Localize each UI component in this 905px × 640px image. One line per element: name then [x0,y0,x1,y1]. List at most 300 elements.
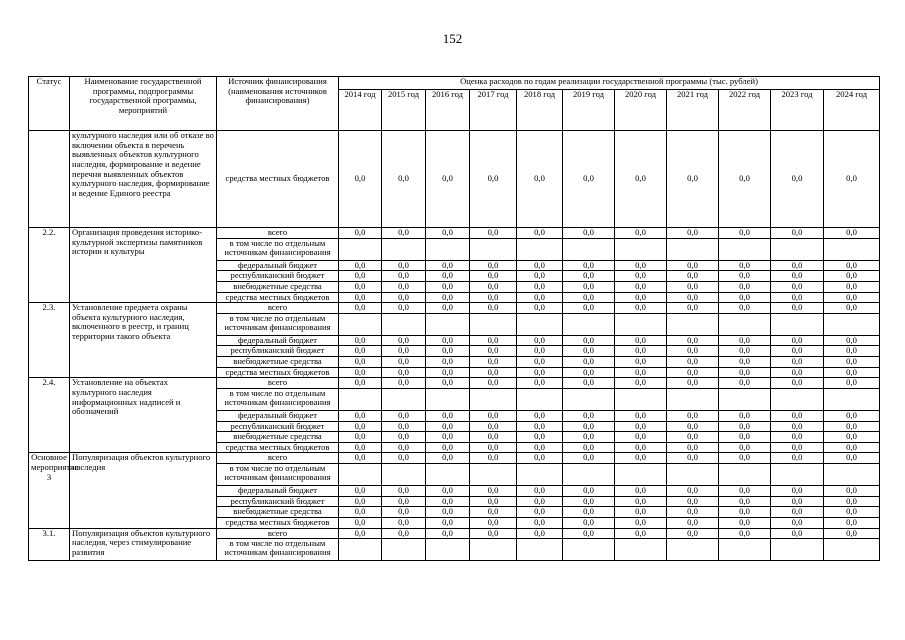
value-cell: 0,0 [470,281,517,292]
status-cell: 2.4. [29,378,70,453]
value-cell: 0,0 [382,528,426,539]
value-cell: 0,0 [339,346,382,357]
value-cell: 0,0 [382,281,426,292]
value-cell: 0,0 [426,367,470,378]
value-cell: 0,0 [824,271,880,282]
value-cell: 0,0 [517,131,563,228]
value-cell: 0,0 [563,260,615,271]
empty-cell [719,388,771,410]
value-cell: 0,0 [426,528,470,539]
value-cell: 0,0 [426,486,470,497]
funding-source: республиканский бюджет [217,421,339,432]
value-cell: 0,0 [382,486,426,497]
value-cell: 0,0 [382,367,426,378]
value-cell: 0,0 [719,442,771,453]
value-cell: 0,0 [382,346,426,357]
value-cell: 0,0 [719,346,771,357]
value-cell: 0,0 [667,432,719,443]
value-cell: 0,0 [563,271,615,282]
value-cell: 0,0 [470,453,517,464]
value-cell: 0,0 [426,496,470,507]
funding-source: внебюджетные средства [217,432,339,443]
table-row [29,131,880,228]
funding-source: федеральный бюджет [217,260,339,271]
value-cell: 0,0 [426,346,470,357]
value-cell: 0,0 [615,292,667,303]
empty-cell [426,238,470,260]
empty-cell [771,464,824,486]
value-cell: 0,0 [339,496,382,507]
value-cell: 0,0 [339,486,382,497]
header-status: Статус [29,77,70,131]
value-cell: 0,0 [719,378,771,389]
value-cell: 0,0 [382,432,426,443]
value-cell: 0,0 [771,432,824,443]
empty-cell [382,539,426,561]
value-cell: 0,0 [719,453,771,464]
value-cell: 0,0 [771,131,824,228]
empty-cell [615,238,667,260]
empty-cell [771,238,824,260]
value-cell: 0,0 [517,303,563,314]
empty-cell [339,539,382,561]
value-cell: 0,0 [771,421,824,432]
value-cell: 0,0 [667,303,719,314]
empty-cell [563,238,615,260]
value-cell: 0,0 [824,517,880,528]
value-cell: 0,0 [339,528,382,539]
value-cell: 0,0 [426,335,470,346]
value-cell: 0,0 [426,421,470,432]
value-cell: 0,0 [719,357,771,368]
value-cell: 0,0 [771,357,824,368]
value-cell: 0,0 [824,442,880,453]
funding-source: федеральный бюджет [217,486,339,497]
table-row [29,228,880,239]
value-cell: 0,0 [382,357,426,368]
value-cell: 0,0 [719,260,771,271]
value-cell: 0,0 [771,346,824,357]
value-cell: 0,0 [667,367,719,378]
value-cell: 0,0 [426,507,470,518]
value-cell: 0,0 [667,346,719,357]
empty-cell [667,313,719,335]
empty-cell [771,388,824,410]
value-cell: 0,0 [667,260,719,271]
value-cell: 0,0 [426,357,470,368]
value-cell: 0,0 [615,357,667,368]
empty-cell [470,313,517,335]
value-cell: 0,0 [771,292,824,303]
funding-source: федеральный бюджет [217,410,339,421]
value-cell: 0,0 [824,260,880,271]
value-cell: 0,0 [517,378,563,389]
value-cell: 0,0 [517,507,563,518]
empty-cell [667,464,719,486]
value-cell: 0,0 [615,442,667,453]
value-cell: 0,0 [615,453,667,464]
empty-cell [771,313,824,335]
value-cell: 0,0 [667,292,719,303]
value-cell: 0,0 [382,228,426,239]
value-cell: 0,0 [339,378,382,389]
status-cell: 3.1. [29,528,70,561]
measure-name: Популяризация объектов культурного наследия [70,453,217,528]
value-cell: 0,0 [339,228,382,239]
table-row [29,528,880,539]
value-cell: 0,0 [382,303,426,314]
value-cell: 0,0 [470,367,517,378]
empty-cell [470,238,517,260]
empty-cell [339,238,382,260]
value-cell: 0,0 [563,453,615,464]
value-cell: 0,0 [615,303,667,314]
value-cell: 0,0 [517,528,563,539]
value-cell: 0,0 [470,410,517,421]
value-cell: 0,0 [339,517,382,528]
value-cell: 0,0 [563,496,615,507]
value-cell: 0,0 [426,378,470,389]
value-cell: 0,0 [339,292,382,303]
value-cell: 0,0 [382,271,426,282]
value-cell: 0,0 [719,303,771,314]
value-cell: 0,0 [615,378,667,389]
value-cell: 0,0 [563,228,615,239]
measure-name: культурного наследия или об отказе во включении объекта в перечень выявленных объектов культурного наследия, формирование и ведение перечня выявленных объектов культурного наследия, формирование и ведение Единого реестра [70,131,217,228]
value-cell: 0,0 [426,292,470,303]
page-number: 152 [442,31,463,46]
value-cell: 0,0 [339,432,382,443]
value-cell: 0,0 [470,346,517,357]
value-cell: 0,0 [470,271,517,282]
value-cell: 0,0 [470,432,517,443]
value-cell: 0,0 [426,410,470,421]
empty-cell [563,539,615,561]
header-year: 2022 год [719,90,771,131]
value-cell: 0,0 [667,228,719,239]
empty-cell [382,388,426,410]
value-cell: 0,0 [563,432,615,443]
empty-cell [824,238,880,260]
value-cell: 0,0 [667,378,719,389]
empty-cell [615,313,667,335]
value-cell: 0,0 [517,335,563,346]
value-cell: 0,0 [382,421,426,432]
value-cell: 0,0 [339,442,382,453]
funding-source: федеральный бюджет [217,335,339,346]
value-cell: 0,0 [771,378,824,389]
empty-cell [339,464,382,486]
empty-cell [719,313,771,335]
value-cell: 0,0 [824,303,880,314]
empty-cell [615,539,667,561]
value-cell: 0,0 [517,357,563,368]
value-cell: 0,0 [517,260,563,271]
empty-cell [517,313,563,335]
funding-source: средства местных бюджетов [217,442,339,453]
value-cell: 0,0 [771,335,824,346]
value-cell: 0,0 [426,271,470,282]
empty-cell [339,313,382,335]
value-cell: 0,0 [667,410,719,421]
value-cell: 0,0 [824,281,880,292]
empty-cell [563,313,615,335]
value-cell: 0,0 [426,131,470,228]
value-cell: 0,0 [517,432,563,443]
value-cell: 0,0 [824,346,880,357]
funding-source: средства местных бюджетов [217,367,339,378]
header-estimate: Оценка расходов по годам реализации государственной программы (тыс. рублей) [339,77,880,90]
value-cell: 0,0 [771,496,824,507]
value-cell: 0,0 [470,260,517,271]
empty-cell [470,464,517,486]
value-cell: 0,0 [339,357,382,368]
empty-cell [470,388,517,410]
value-cell: 0,0 [470,421,517,432]
value-cell: 0,0 [382,131,426,228]
funding-source: средства местных бюджетов [217,292,339,303]
value-cell: 0,0 [426,442,470,453]
value-cell: 0,0 [517,517,563,528]
value-cell: 0,0 [824,410,880,421]
empty-cell [563,464,615,486]
value-cell: 0,0 [719,292,771,303]
table-row [29,453,880,464]
value-cell: 0,0 [824,432,880,443]
value-cell: 0,0 [771,453,824,464]
value-cell: 0,0 [615,335,667,346]
value-cell: 0,0 [339,131,382,228]
value-cell: 0,0 [563,421,615,432]
value-cell: 0,0 [382,507,426,518]
value-cell: 0,0 [667,517,719,528]
funding-source: средства местных бюджетов [217,517,339,528]
value-cell: 0,0 [719,486,771,497]
value-cell: 0,0 [426,281,470,292]
value-cell: 0,0 [339,281,382,292]
empty-cell [667,388,719,410]
header-year: 2021 год [667,90,719,131]
value-cell: 0,0 [426,432,470,443]
value-cell: 0,0 [771,486,824,497]
funding-source: внебюджетные средства [217,507,339,518]
value-cell: 0,0 [426,517,470,528]
value-cell: 0,0 [563,410,615,421]
value-cell: 0,0 [771,367,824,378]
value-cell: 0,0 [563,367,615,378]
value-cell: 0,0 [339,303,382,314]
table-row [29,303,880,314]
value-cell: 0,0 [470,496,517,507]
funding-source: всего [217,528,339,539]
value-cell: 0,0 [426,303,470,314]
value-cell: 0,0 [824,131,880,228]
funding-source: всего [217,303,339,314]
value-cell: 0,0 [563,486,615,497]
empty-cell [426,464,470,486]
header-source: Источник финансирования (наименования источников финансирования) [217,77,339,131]
value-cell: 0,0 [470,131,517,228]
value-cell: 0,0 [517,486,563,497]
header-name: Наименование государственной программы, подпрограммы государственной программы, мероприятий [70,77,217,131]
funding-source: республиканский бюджет [217,346,339,357]
value-cell: 0,0 [615,507,667,518]
value-cell: 0,0 [771,260,824,271]
value-cell: 0,0 [615,281,667,292]
value-cell: 0,0 [824,335,880,346]
empty-cell [382,238,426,260]
funding-source: в том числе по отдельным источникам финансирования [217,464,339,486]
value-cell: 0,0 [382,292,426,303]
value-cell: 0,0 [615,486,667,497]
header-year: 2018 год [517,90,563,131]
value-cell: 0,0 [517,367,563,378]
value-cell: 0,0 [719,131,771,228]
value-cell: 0,0 [382,378,426,389]
value-cell: 0,0 [615,228,667,239]
value-cell: 0,0 [339,260,382,271]
value-cell: 0,0 [470,517,517,528]
value-cell: 0,0 [517,292,563,303]
value-cell: 0,0 [382,496,426,507]
value-cell: 0,0 [339,453,382,464]
value-cell: 0,0 [563,335,615,346]
empty-cell [426,539,470,561]
status-cell: 2.2. [29,228,70,303]
funding-source: всего [217,228,339,239]
value-cell: 0,0 [382,410,426,421]
value-cell: 0,0 [563,528,615,539]
value-cell: 0,0 [771,517,824,528]
value-cell: 0,0 [719,507,771,518]
value-cell: 0,0 [771,271,824,282]
value-cell: 0,0 [771,410,824,421]
funding-source: в том числе по отдельным источникам финансирования [217,313,339,335]
status-cell: 2.3. [29,303,70,378]
funding-source: внебюджетные средства [217,281,339,292]
value-cell: 0,0 [470,528,517,539]
value-cell: 0,0 [426,228,470,239]
value-cell: 0,0 [517,410,563,421]
value-cell: 0,0 [667,528,719,539]
value-cell: 0,0 [563,292,615,303]
value-cell: 0,0 [615,346,667,357]
value-cell: 0,0 [382,335,426,346]
value-cell: 0,0 [719,228,771,239]
funding-source: республиканский бюджет [217,271,339,282]
value-cell: 0,0 [771,303,824,314]
value-cell: 0,0 [667,271,719,282]
empty-cell [615,464,667,486]
empty-cell [517,388,563,410]
value-cell: 0,0 [667,131,719,228]
value-cell: 0,0 [667,421,719,432]
value-cell: 0,0 [470,442,517,453]
value-cell: 0,0 [615,410,667,421]
value-cell: 0,0 [615,367,667,378]
header-year: 2019 год [563,90,615,131]
value-cell: 0,0 [563,281,615,292]
value-cell: 0,0 [824,367,880,378]
empty-cell [824,539,880,561]
header-year: 2024 год [824,90,880,131]
empty-cell [719,464,771,486]
value-cell: 0,0 [771,281,824,292]
value-cell: 0,0 [563,357,615,368]
value-cell: 0,0 [824,453,880,464]
header-year: 2023 год [771,90,824,131]
empty-cell [470,539,517,561]
value-cell: 0,0 [563,303,615,314]
value-cell: 0,0 [339,421,382,432]
value-cell: 0,0 [470,507,517,518]
header-year: 2015 год [382,90,426,131]
funding-source: всего [217,378,339,389]
value-cell: 0,0 [824,228,880,239]
value-cell: 0,0 [824,292,880,303]
empty-cell [824,313,880,335]
header-year: 2014 год [339,90,382,131]
value-cell: 0,0 [771,228,824,239]
value-cell: 0,0 [667,507,719,518]
measure-name: Установление на объектах культурного наследия информационных надписей и обозначений [70,378,217,453]
value-cell: 0,0 [824,357,880,368]
value-cell: 0,0 [615,528,667,539]
value-cell: 0,0 [382,517,426,528]
empty-cell [824,464,880,486]
empty-cell [426,388,470,410]
value-cell: 0,0 [339,367,382,378]
value-cell: 0,0 [667,453,719,464]
value-cell: 0,0 [563,378,615,389]
value-cell: 0,0 [615,421,667,432]
funding-source: всего [217,453,339,464]
empty-cell [517,238,563,260]
header-year: 2016 год [426,90,470,131]
value-cell: 0,0 [470,292,517,303]
empty-cell [719,238,771,260]
empty-cell [667,539,719,561]
value-cell: 0,0 [667,335,719,346]
value-cell: 0,0 [517,346,563,357]
funding-source: в том числе по отдельным источникам финансирования [217,539,339,561]
value-cell: 0,0 [667,496,719,507]
value-cell: 0,0 [426,453,470,464]
measure-name: Организация проведения историко-культурной экспертизы памятников истории и культуры [70,228,217,303]
value-cell: 0,0 [719,528,771,539]
value-cell: 0,0 [382,442,426,453]
value-cell: 0,0 [615,260,667,271]
empty-cell [382,464,426,486]
empty-cell [517,539,563,561]
value-cell: 0,0 [719,517,771,528]
funding-source: внебюджетные средства [217,357,339,368]
value-cell: 0,0 [615,517,667,528]
value-cell: 0,0 [771,528,824,539]
value-cell: 0,0 [615,271,667,282]
funding-source: средства местных бюджетов [217,131,339,228]
value-cell: 0,0 [339,410,382,421]
value-cell: 0,0 [719,496,771,507]
value-cell: 0,0 [563,442,615,453]
empty-cell [563,388,615,410]
value-cell: 0,0 [517,496,563,507]
empty-cell [667,238,719,260]
value-cell: 0,0 [517,453,563,464]
value-cell: 0,0 [470,335,517,346]
header-year: 2017 год [470,90,517,131]
value-cell: 0,0 [824,507,880,518]
